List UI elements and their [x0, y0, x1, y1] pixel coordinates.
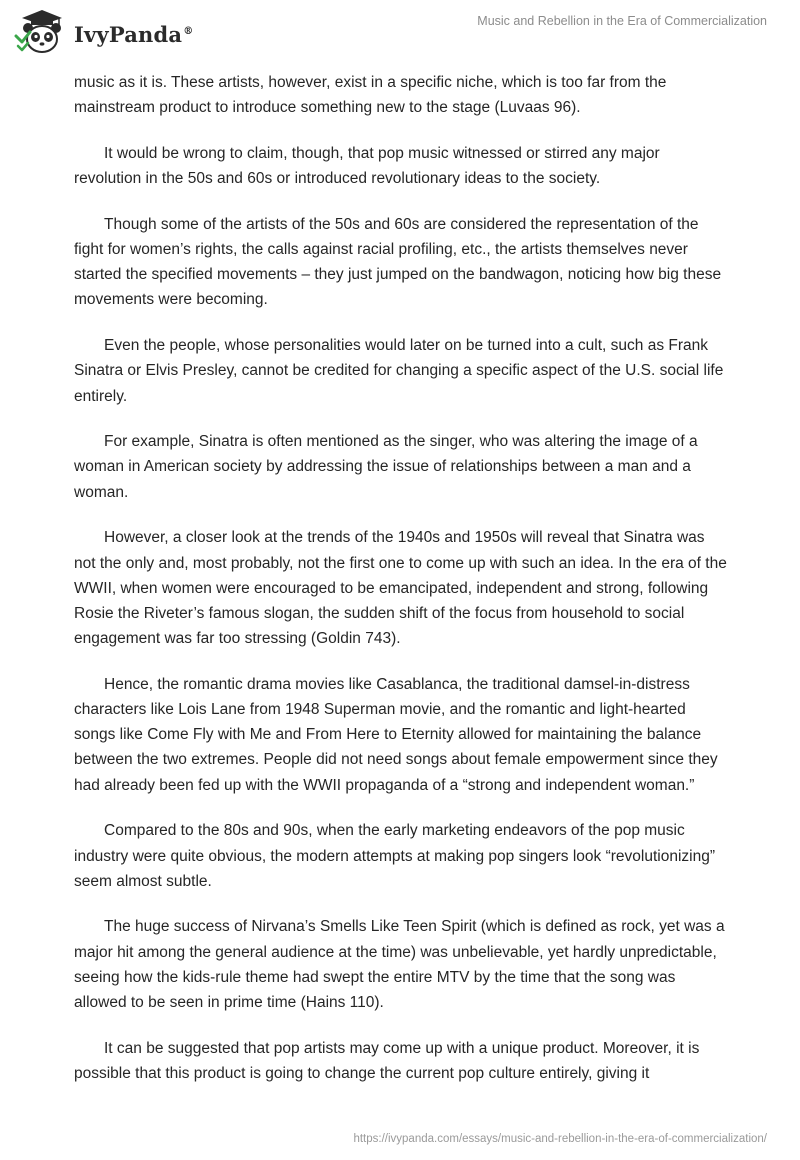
document-title: Music and Rebellion in the Era of Commercialization: [477, 14, 767, 28]
logo-text: IvyPanda®: [74, 21, 194, 47]
panda-graduate-icon: [14, 8, 66, 56]
page-header: [0, 0, 800, 64]
paragraph: It would be wrong to claim, though, that pop music witnessed or stirred any major revolution in the 50s and 60s or introduced revolutionary ideas to the society.: [74, 144, 660, 188]
paragraph: Compared to the 80s and 90s, when the early marketing endeavors of the pop music industry were quite obvious, the modern attempts at making pop singers look “revolutionizing” seem almost subtle.: [74, 822, 715, 890]
ivypanda-logo[interactable]: [14, 8, 193, 56]
registered-mark: ®: [183, 25, 194, 37]
paragraph: It can be suggested that pop artists may come up with a unique product. Moreover, it is possible that this product is going to change the current pop culture entirely, giving it: [74, 1039, 700, 1082]
paragraph: Hence, the romantic drama movies like Casablanca, the traditional damsel-in-distress characters like Lois Lane from 1948 Superman movie, and the romantic and light-hearted songs like Come Fly with Me and From Here to Eternity allowed for maintaining the balance between the two extremes. People did not need songs about female empowerment since they had already been fed up with the WWII propaganda of a “strong and independent woman.”: [74, 675, 718, 794]
paragraph-continuation: music as it is. These artists, however, exist in a specific niche, which is too far from the mainstream product to introduce something new to the stage (Luvaas 96).: [74, 74, 667, 117]
source-url[interactable]: https://ivypanda.com/essays/music-and-rebellion-in-the-era-of-commercialization/: [353, 1133, 767, 1145]
paragraph: However, a closer look at the trends of the 1940s and 1950s will reveal that Sinatra was not the only and, most probably, not the first one to come up with such an idea. In the era of the WWII, when women were encouraged to be emancipated, independent and strong, following Rosie the Riveter’s famous slogan, the sudden shift of the focus from household to social engagement was far too stressing (Goldin 743).: [74, 529, 727, 648]
paragraph: For example, Sinatra is often mentioned as the singer, who was altering the image of a woman in American society by addressing the issue of relationships between a man and a woman.: [74, 433, 698, 501]
paragraph: Even the people, whose personalities would later on be turned into a cult, such as Frank Sinatra or Elvis Presley, cannot be credited for changing a specific aspect of the U.S. social life entirely.: [74, 337, 724, 405]
essay-body: [74, 70, 728, 1107]
paragraph: The huge success of Nirvana’s Smells Like Teen Spirit (which is defined as rock, yet was a major hit among the general audience at the time) was unbelievable, yet hardly unpredictable, seeing how the kids-rule theme had swept the entire MTV by the time that the song was allowed to be seen in prime time (Hains 110).: [74, 918, 725, 1012]
paragraph: Though some of the artists of the 50s and 60s are considered the representation of the fight for women’s rights, the calls against racial profiling, etc., the artists themselves never started the specified movements – they just jumped on the bandwagon, noticing how big these movements were becoming.: [74, 215, 722, 309]
